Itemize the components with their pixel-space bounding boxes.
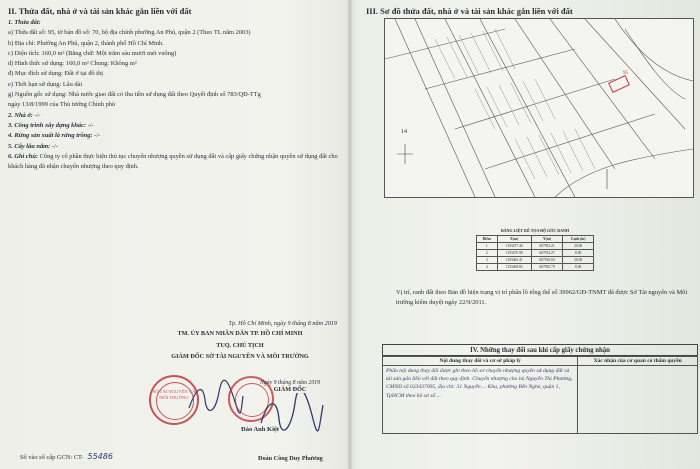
land-line: a) Thửa đất số: 95, tờ bản đồ số: 70, bộ địa chính phường An Phú, quận 2 (Theo TL năm 2003) [8,29,251,37]
changes-content: Phần nội dung thay đổi được ghi theo hồ sơ chuyển nhượng quyền sử dụng đất và tài sản gắn liền với đất theo quy định. Chuyển nhượng cho bà Nguyễn Thị Phương, CMND số 023437005, địa chỉ: 31 Nguyễn ... Kha, phường Bến Nghé, quận 1, TpHCM theo hồ sơ số ... [383,366,578,434]
item-value: -/- [94,132,101,140]
table-cell: 607935.79 [531,264,563,271]
table-cell: 8.00 [563,250,594,257]
table-cell: 8.00 [563,264,594,271]
item-label: 3. Công trình xây dựng khác: [8,121,87,129]
house-heading: 2. Nhà ở: [8,111,33,119]
note-paragraph [8,152,338,172]
changes-col-confirm: Xác nhận của cơ quan có thẩm quyền [578,357,698,366]
land-line: ngày 13/8/1999 của Thủ tướng Chính phủ [8,101,116,109]
table-cell: 3 [477,257,498,264]
reg-label: Số vào sổ cấp GCN: CT- [20,454,84,461]
map-plot-label: 95 [623,71,628,76]
item-row [8,142,338,152]
table-header: X(m) [497,236,531,243]
reg-value: 55486 [87,452,113,461]
coordinate-table-title: BẢNG LIỆT KÊ TỌA ĐỘ GÓC RANH [500,228,570,233]
table-cell: 20.00 [563,243,594,250]
changes-confirm-cell [578,366,698,434]
right-signer-name: Đoàn Công Duy Phương [258,455,323,462]
section-iii-title: III. Sơ đồ thửa đất, nhà ở và tài sản khác gắn liền với đất [366,6,573,16]
table-row [477,257,594,264]
item-label: 5. Cây lâu năm: [8,142,51,150]
right-signature-scribble [255,393,325,433]
right-signature-block [250,380,330,438]
map-sheet-label: 14 [401,129,407,135]
table-cell: 2 [477,250,498,257]
land-plot-map [384,18,694,198]
item-value: -/- [51,142,58,150]
right-page [366,6,696,466]
right-sign-date: Ngày 9 tháng 8 năm 2019 [259,380,321,386]
house-row [8,111,338,121]
item-label: 4. Rừng sản xuất là rừng trồng: [8,132,93,140]
table-header: Y(m) [531,236,563,243]
table-cell: 607916.84 [531,257,563,264]
page-fold [348,0,352,469]
land-details [8,28,338,110]
registration-number [20,452,113,461]
land-line: b) Địa chỉ: Phường An Phú, quận 2, thành phố Hồ Chí Minh. [8,39,164,47]
sign-org-line: TM. ỦY BAN NHÂN DÂN TP. HỒ CHÍ MINH [177,330,303,337]
table-row [477,243,594,250]
section-iv-title: IV. Những thay đổi sau khi cấp giấy chứng nhận [382,344,698,356]
land-line: đ) Mục đích sử dụng: Đất ở tại đô thị [8,70,104,78]
sign-date: Tp. Hồ Chí Minh, ngày 9 tháng 8 năm 2019 [228,320,337,327]
stamp-text: SỞ TÀI NGUYÊN VÀ MÔI TRƯỜNG [152,389,196,400]
table-cell: 607914.27 [531,250,563,257]
item-row [8,131,338,141]
land-heading: 1. Thửa đất: [8,19,41,26]
right-sign-title: GIÁM ĐỐC [273,386,307,393]
table-header-row [477,236,594,243]
changes-row [383,366,698,434]
item-value: -/- [87,121,94,129]
table-cell: 1193463.41 [497,257,531,264]
table-row [477,250,594,257]
house-value: -/- [34,111,41,119]
table-cell: 1193477.40 [497,243,531,250]
changes-table [382,356,698,434]
signer-name: Đào Anh Kiệt [241,425,279,433]
map-drawing [385,19,693,197]
land-line: d) Hình thức sử dụng: 160,0 m² Chung: Không m² [8,60,137,68]
section-ii-title: II. Thửa đất, nhà ở và tài sản khác gắn liền với đất [8,6,192,16]
land-line: e) Thời hạn sử dụng: Lâu dài [8,80,83,88]
changes-col-content: Nội dung thay đổi và cơ sở pháp lý [383,357,578,366]
table-cell: 1193469.83 [497,264,531,271]
sign-org-line: TUQ. CHỦ TỊCH [216,341,264,349]
table-cell: 1 [477,243,498,250]
changes-header-row [383,357,698,366]
note-text: Công ty cổ phần thực hiện thủ tục chuyển nhượng quyền sử dụng đất và cấp giấy chứng nhận quyền sử dụng đất cho khách hàng đã nhận chuyển nhượng theo quy định. [8,152,338,170]
coordinate-grid [476,235,594,271]
table-row [477,264,594,271]
land-line: c) Diện tích: 160,0 m² (Bằng chữ: Một trăm sáu mươi mét vuông) [8,49,177,57]
table-header: Điểm [477,236,498,243]
note-heading: 6. Ghi chú: [8,152,39,160]
item-row [8,121,338,131]
table-cell: 607933.21 [531,243,563,250]
table-cell: 20.00 [563,257,594,264]
table-cell: 1193470.98 [497,250,531,257]
coordinate-table [476,228,594,271]
map-note: Vị trí, ranh đất theo Bản đồ hiện trạng vị trí phân lô tổng thể số 39962/GĐ-TNMT đã được Sở Tài nguyên và Môi trường kiểm duyệt ngày 22/9/2011. [396,289,688,306]
land-line: g) Nguồn gốc sử dụng: Nhà nước giao đất có thu tiền sử dụng đất theo Quyết định số 783/QĐ-TTg [8,91,261,99]
table-cell: 4 [477,264,498,271]
sign-org-line: GIÁM ĐỐC SỞ TÀI NGUYÊN VÀ MÔI TRƯỜNG [171,353,309,360]
table-header: Cạnh (m) [563,236,594,243]
